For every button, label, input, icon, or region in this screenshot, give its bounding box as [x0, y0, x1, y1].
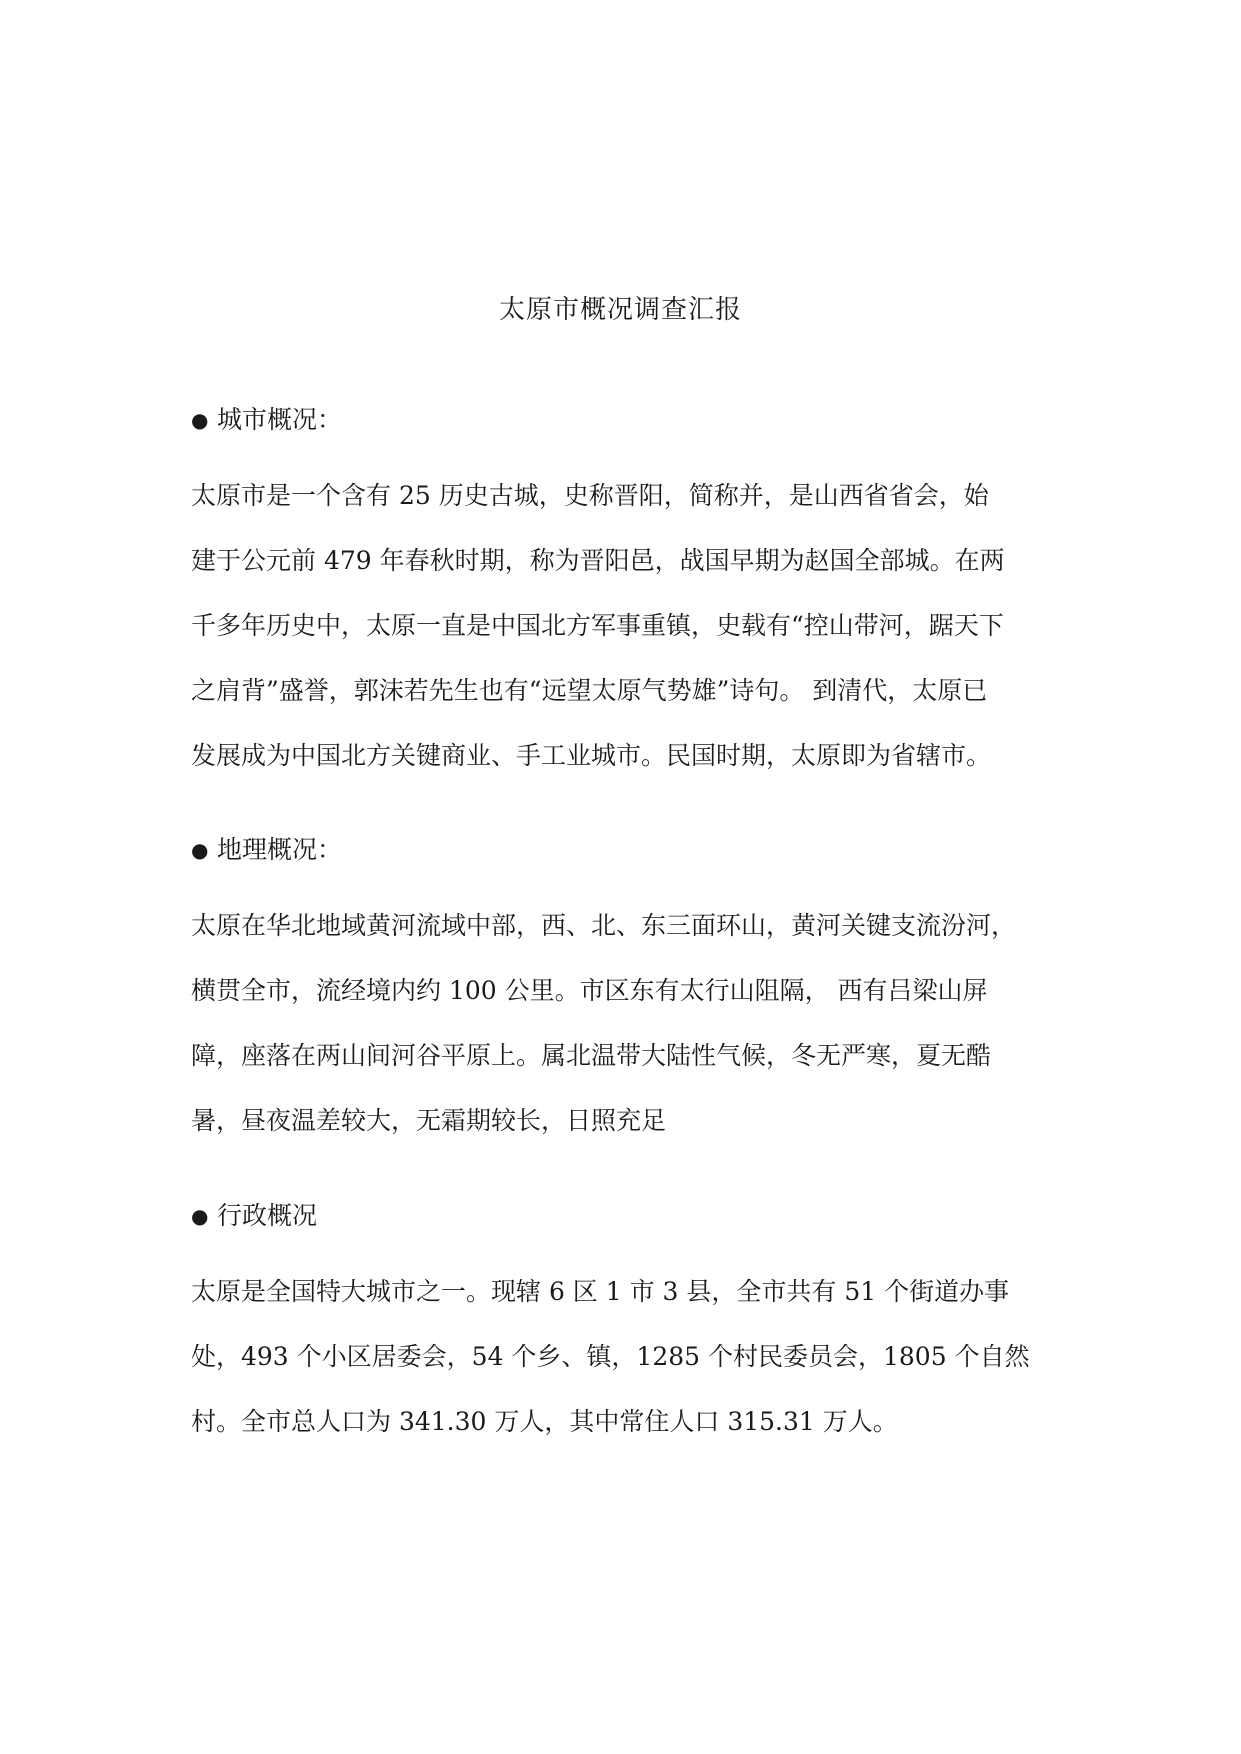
section-heading-administration: [191, 1196, 317, 1236]
paragraph-line: 千多年历史中，太原一直是中国北方军事重镇，史载有“控山带河，踞天下: [191, 611, 1004, 640]
bullet-icon: ●: [191, 408, 209, 432]
paragraph-line: 太原是全国特大城市之一。现辖 6 区 1 市 3 县，全市共有 51 个街道办事: [191, 1277, 1010, 1306]
paragraph-line: 太原在华北地域黄河流域中部，西、北、东三面环山，黄河关键支流汾河，: [191, 911, 1017, 940]
section-paragraph-geography: [191, 893, 1061, 1153]
section-heading-city: [191, 400, 342, 440]
section-heading-label: 行政概况: [217, 1201, 318, 1230]
paragraph-line: 村。全市总人口为 341.30 万人，其中常住人口 315.31 万人。: [191, 1407, 898, 1436]
paragraph-line: 处，493 个小区居委会，54 个乡、镇，1285 个村民委员会，1805 个自然: [191, 1342, 1030, 1371]
paragraph-line: 障，座落在两山间河谷平原上。属北温带大陆性气候，冬无严寒，夏无酷: [191, 1041, 992, 1070]
paragraph-line: 横贯全市，流经境内约 100 公里。市区东有太行山阻隔， 西有吕梁山屏: [191, 976, 988, 1005]
paragraph-line: 太原市是一个含有 25 历史古城，史称晋阳，简称并，是山西省省会，始: [191, 481, 989, 510]
bullet-icon: ●: [191, 1204, 209, 1228]
section-heading-label: 城市概况：: [217, 405, 343, 434]
paragraph-line: 暑，昼夜温差较大，无霜期较长，日照充足: [191, 1106, 667, 1135]
paragraph-line: 建于公元前 479 年春秋时期，称为晋阳邑，战国早期为赵国全部城。在两: [191, 546, 1005, 575]
paragraph-line: 之肩背”盛誉，郭沫若先生也有“远望太原气势雄”诗句。 到清代，太原已: [191, 676, 988, 705]
section-heading-label: 地理概况：: [217, 835, 343, 864]
paragraph-line: 发展成为中国北方关键商业、手工业城市。民国时期，太原即为省辖市。: [191, 741, 992, 770]
section-paragraph-administration: [191, 1259, 1061, 1454]
bullet-icon: ●: [191, 838, 209, 862]
section-paragraph-city: [191, 463, 1061, 788]
section-heading-geography: [191, 830, 342, 870]
document-title: 太原市概况调查汇报: [498, 295, 742, 325]
